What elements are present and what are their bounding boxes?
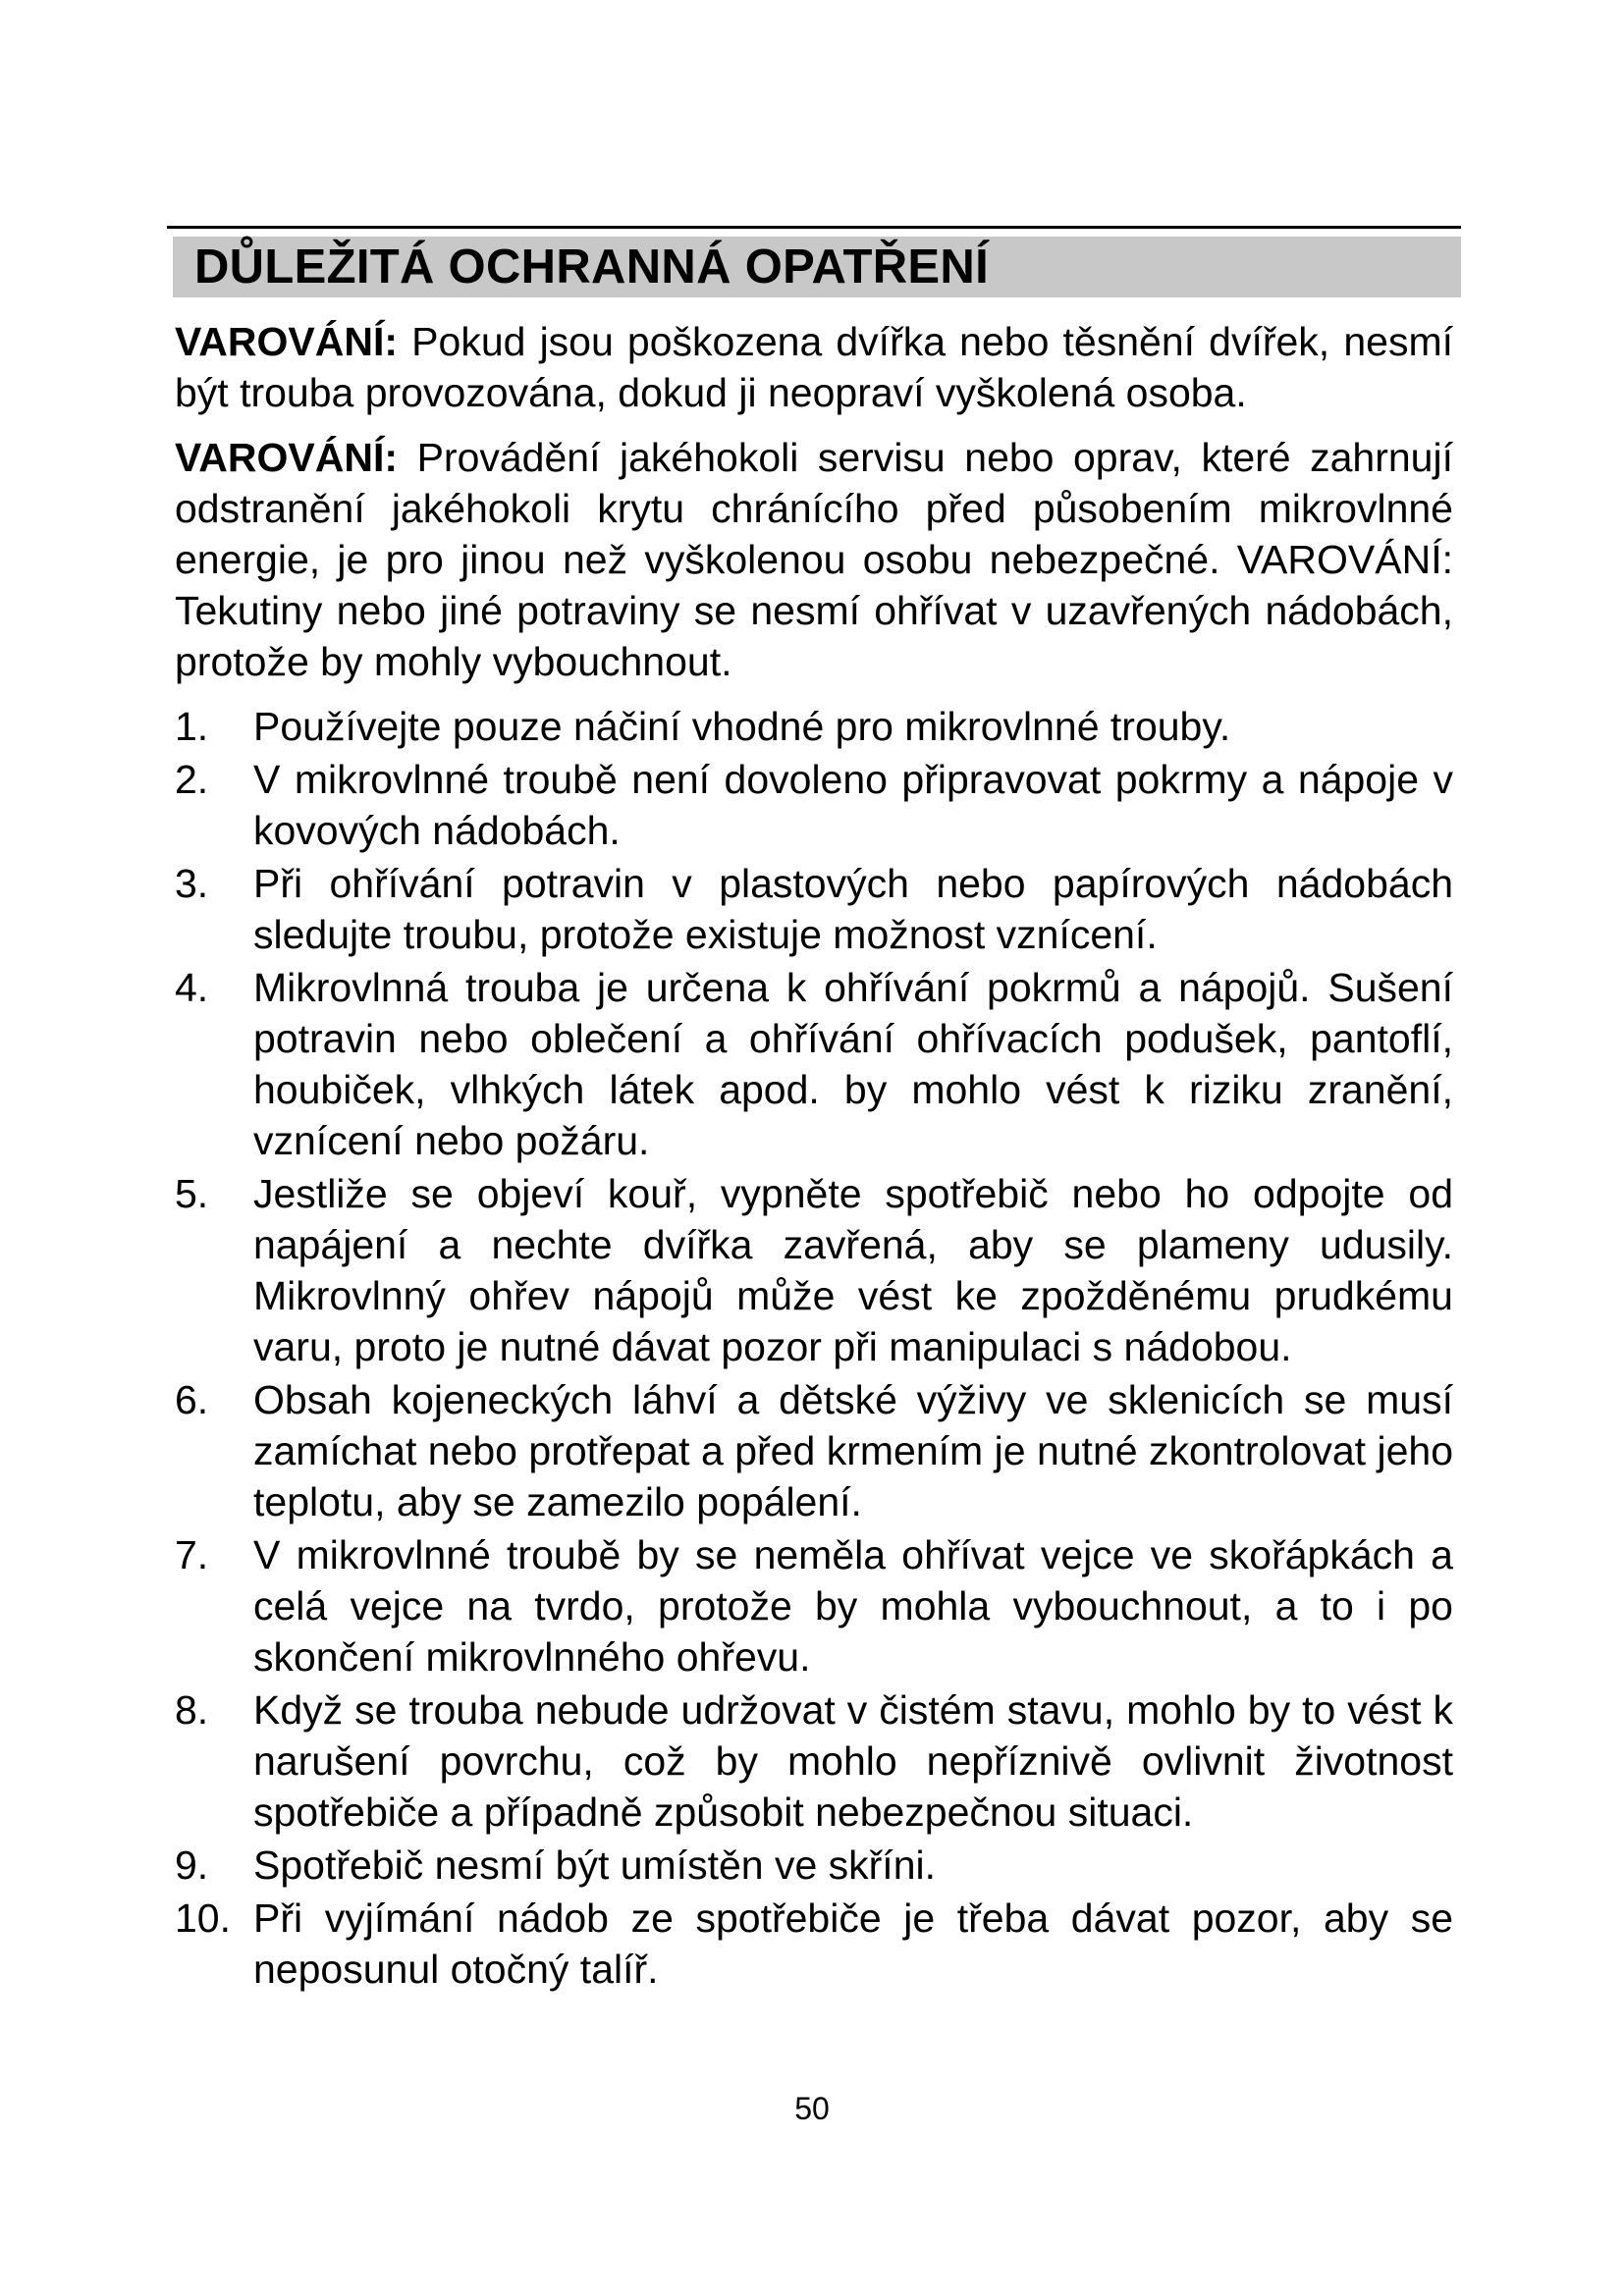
- item-text: Při ohřívání potravin v plastových nebo papírových nádobách sledujte troubu, protože existuje možnost vznícení.: [253, 861, 1453, 957]
- warning-paragraph-1: [175, 316, 1453, 418]
- item-number: 4.: [175, 965, 209, 1010]
- list-item: [175, 962, 1453, 1166]
- page-number: 50: [794, 2091, 830, 2126]
- item-text: Obsah kojeneckých láhví a dětské výživy ve sklenicích se musí zamíchat nebo protřepat a před krmením je nutné zkontrolovat jeho teplotu, aby se zamezilo popálení.: [253, 1377, 1453, 1524]
- warning-label: VAROVÁNÍ:: [175, 435, 399, 480]
- header-rule: [167, 226, 1461, 229]
- list-item: [175, 1684, 1453, 1838]
- item-text: V mikrovlnné troubě není dovoleno připravovat pokrmy a nápoje v kovových nádobách.: [253, 757, 1453, 853]
- list-item: [175, 1893, 1453, 1995]
- list-item: [175, 1374, 1453, 1527]
- list-item: [175, 858, 1453, 960]
- item-number: 3.: [175, 861, 209, 906]
- item-number: 10.: [175, 1896, 231, 1941]
- list-item: [175, 1168, 1453, 1372]
- item-number: 2.: [175, 757, 209, 802]
- item-text: Při vyjímání nádob ze spotřebiče je třeba dávat pozor, aby se neposunul otočný talíř.: [253, 1896, 1453, 1992]
- item-text: Mikrovlnná trouba je určena k ohřívání pokrmů a nápojů. Sušení potravin nebo oblečení a ohřívání ohřívacích podušek, pantoflí, houbiček, vlhkých látek apod. by mohlo vést k riziku zranění, vznícení nebo požáru.: [253, 965, 1453, 1163]
- item-number: 1.: [175, 704, 209, 749]
- precautions-list: [175, 701, 1453, 1995]
- item-text: Když se trouba nebude udržovat v čistém stavu, mohlo by to vést k narušení povrchu, což by mohlo nepříznivě ovlivnit životnost spotřebiče a případně způsobit nebezpečnou situaci.: [253, 1687, 1453, 1835]
- item-number: 7.: [175, 1532, 209, 1577]
- content: [175, 316, 1453, 1997]
- warning-label: VAROVÁNÍ:: [175, 319, 399, 364]
- list-item: [175, 754, 1453, 856]
- item-number: 5.: [175, 1171, 209, 1216]
- item-text: Jestliže se objeví kouř, vypněte spotřebič nebo ho odpojte od napájení a nechte dvířka zavřená, aby se plameny udusily. Mikrovlnný ohřev nápojů může vést ke zpožděnému prudkému varu, proto je nutné dávat pozor při manipulaci s nádobou.: [253, 1171, 1453, 1369]
- warning-text: Pokud jsou poškozena dvířka nebo těsnění dvířek, nesmí být trouba provozována, dokud ji neopraví vyškolená osoba.: [175, 319, 1453, 415]
- list-item: [175, 1840, 1453, 1891]
- warning-paragraph-2: [175, 432, 1453, 687]
- page-title: DŮLEŽITÁ OCHRANNÁ OPATŘENÍ: [194, 240, 990, 294]
- item-text: V mikrovlnné troubě by se neměla ohřívat vejce ve skořápkách a celá vejce na tvrdo, protože by mohla vybouchnout, a to i po skončení mikrovlnného ohřevu.: [253, 1532, 1453, 1680]
- item-number: 8.: [175, 1687, 209, 1733]
- warning-text: Provádění jakéhokoli servisu nebo oprav, které zahrnují odstranění jakéhokoli krytu chránícího před působením mikrovlnné energie, je pro jinou než vyškolenou osobu nebezpečné. VAROVÁNÍ: Tekutiny nebo jiné potraviny se nesmí ohřívat v uzavřených nádobách, protože by mohly vybouchnout.: [175, 435, 1453, 684]
- item-number: 9.: [175, 1842, 209, 1888]
- item-text: Používejte pouze náčiní vhodné pro mikrovlnné trouby.: [253, 704, 1231, 749]
- item-number: 6.: [175, 1377, 209, 1422]
- list-item: [175, 701, 1453, 752]
- item-text: Spotřebič nesmí být umístěn ve skříni.: [253, 1842, 936, 1888]
- list-item: [175, 1529, 1453, 1682]
